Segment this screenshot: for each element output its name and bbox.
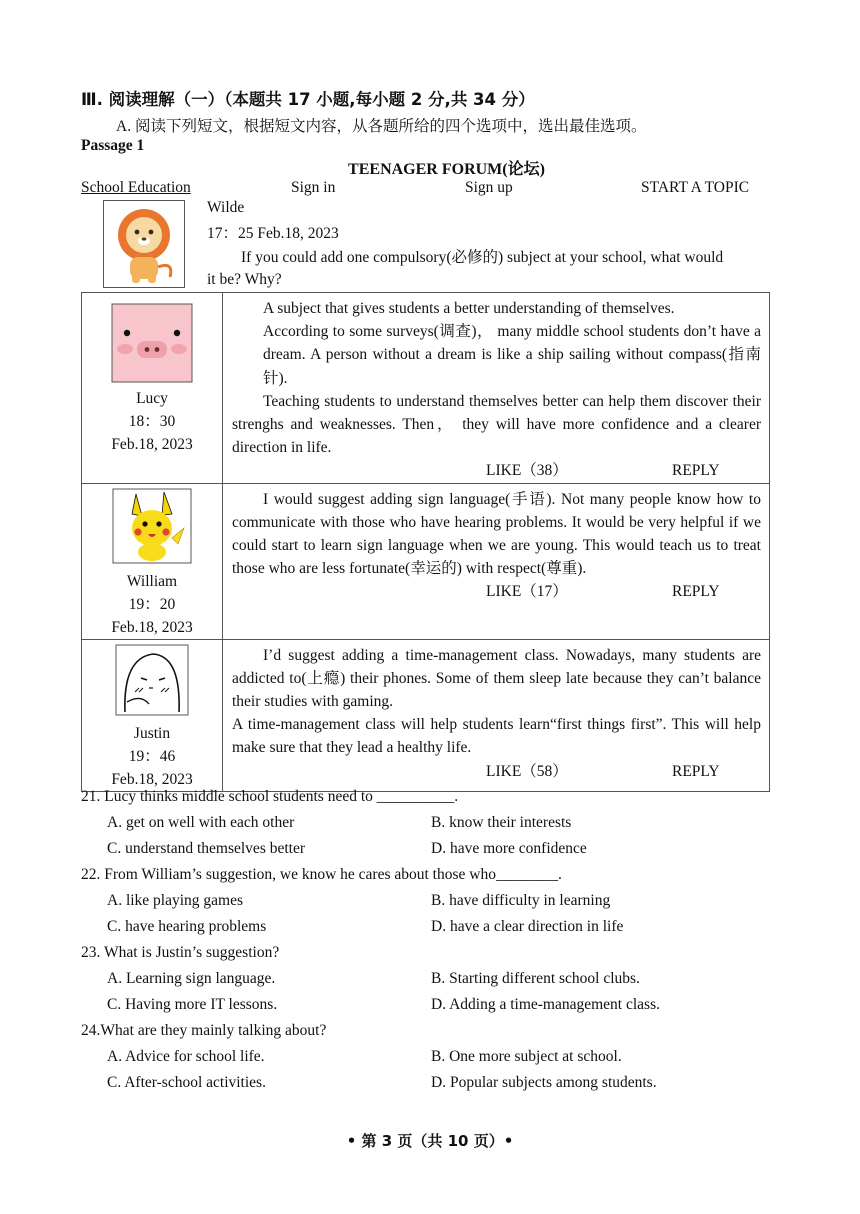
nav-sign-up-link[interactable]: Sign up [465, 179, 513, 196]
option-a[interactable]: A. get on well with each other [107, 814, 295, 831]
option-b[interactable]: B. Starting different school clubs. [431, 970, 640, 987]
option-b[interactable]: B. One more subject at school. [431, 1048, 622, 1065]
nav-sign-in-link[interactable]: Sign in [291, 179, 336, 196]
option-c[interactable]: C. have hearing problems [107, 918, 267, 935]
like-button[interactable]: LIKE（58） [486, 762, 568, 780]
option-d[interactable]: D. have a clear direction in life [431, 918, 624, 935]
option-a[interactable]: A. like playing games [107, 892, 244, 909]
post-user-cell [82, 483, 223, 639]
reply-button[interactable]: REPLY [672, 462, 720, 480]
option-c[interactable]: C. Having more IT lessons. [107, 996, 278, 1013]
option-b[interactable]: B. know their interests [431, 814, 572, 831]
like-button[interactable]: LIKE（38） [486, 462, 568, 480]
question-stem: 22. From William’s suggestion, we know he cares about those who________. [81, 866, 562, 883]
post-date: Feb.18, 2023 [111, 618, 193, 636]
option-b[interactable]: B. have difficulty in learning [431, 892, 611, 909]
topic-question-line2: it be? Why? [207, 271, 282, 288]
post-paragraph: A time-management class will help students learn“first things first”. This will help make sure that they lead a healthy life. [232, 716, 761, 757]
nav-start-topic-link[interactable]: START A TOPIC [641, 179, 750, 196]
option-a[interactable]: A. Advice for school life. [107, 1048, 265, 1065]
post-date: Feb.18, 2023 [111, 436, 193, 453]
post-author-name: Justin [133, 724, 171, 742]
question-stem: 23. What is Justin’s suggestion? [81, 944, 280, 961]
lion-avatar [103, 200, 185, 288]
forum-title: TEENAGER FORUM(论坛) [348, 161, 545, 178]
post-time: 18：30 [128, 413, 176, 430]
post-user-cell [82, 639, 223, 791]
question-stem: 24.What are they mainly talking about? [81, 1022, 327, 1039]
topic-question-line1: If you could add one compulsory(必修的) subject at your school, what would [241, 249, 724, 266]
instruction-text: A. 阅读下列短文，根据短文内容，从各题所给的四个选项中，选出最佳选项。 [116, 118, 647, 135]
post-paragraph: I would suggest adding sign language(手语). Not many people know how to communicate with those who have hearing problems. It would be very helpful if we could start to learn sign language when we are young. This would teach us to treat those who are less fortunate(幸运的) with respect(尊重). [232, 490, 761, 578]
option-d[interactable]: D. Adding a time-management class. [431, 996, 660, 1013]
post-row-lucy [82, 293, 770, 484]
option-a[interactable]: A. Learning sign language. [107, 970, 276, 987]
lion-icon [104, 201, 184, 287]
post-paragraph: A subject that gives students a better understanding of themselves. [263, 300, 675, 317]
option-d[interactable]: D. have more confidence [431, 840, 587, 857]
option-d[interactable]: D. Popular subjects among students. [431, 1074, 657, 1091]
topic-author: Wilde [207, 199, 245, 216]
option-c[interactable]: C. understand themselves better [107, 840, 306, 857]
post-time: 19：20 [128, 595, 176, 613]
post-author-name: William [126, 572, 178, 590]
post-row-justin [82, 639, 770, 791]
post-paragraph: According to some surveys(调查)， many middle school students don’t have a dream. A person without a dream is like a ship sailing without compass(指南针). [263, 323, 761, 387]
pikachu-icon [112, 488, 192, 564]
reply-button[interactable]: REPLY [672, 583, 720, 601]
post-actions [232, 580, 761, 603]
post-content-cell [223, 293, 770, 484]
nav-school-education-link[interactable]: School Education [81, 179, 191, 196]
post-paragraph: Teaching students to understand themselves better can help them discover their strenghs and weaknesses. Then， they will have more confidence and a clearer direction in life. [232, 392, 761, 457]
forum-replies-table [81, 292, 770, 792]
post-row-william [82, 483, 770, 639]
topic-time: 17：25 Feb.18, 2023 [207, 225, 339, 242]
like-button[interactable]: LIKE（17） [486, 583, 568, 601]
post-date: Feb.18, 2023 [111, 770, 193, 788]
post-content-cell [223, 483, 770, 639]
question-stem: 21. Lucy thinks middle school students need to __________. [81, 788, 459, 805]
passage-label: Passage 1 [81, 137, 145, 154]
post-actions [232, 760, 761, 783]
post-user-cell [82, 293, 223, 484]
post-actions [232, 459, 761, 482]
reply-button[interactable]: REPLY [672, 762, 720, 780]
post-time: 19：46 [128, 747, 176, 765]
option-c[interactable]: C. After-school activities. [107, 1074, 266, 1091]
post-author-name: Lucy [136, 390, 168, 407]
cartoon-face-icon [115, 644, 189, 716]
post-paragraph: I’d suggest adding a time-management class. Nowadays, many students are addicted to(上瘾) their phones. Some of them sleep late because they can’t balance their studies with gaming. [232, 646, 761, 711]
section-title: Ⅲ. 阅读理解（一）（本题共 17 小题,每小题 2 分,共 34 分） [81, 90, 535, 109]
pig-icon [111, 303, 193, 383]
post-content-cell [223, 639, 770, 791]
page-number-footer: • 第 3 页（共 10 页）• [346, 1132, 514, 1150]
